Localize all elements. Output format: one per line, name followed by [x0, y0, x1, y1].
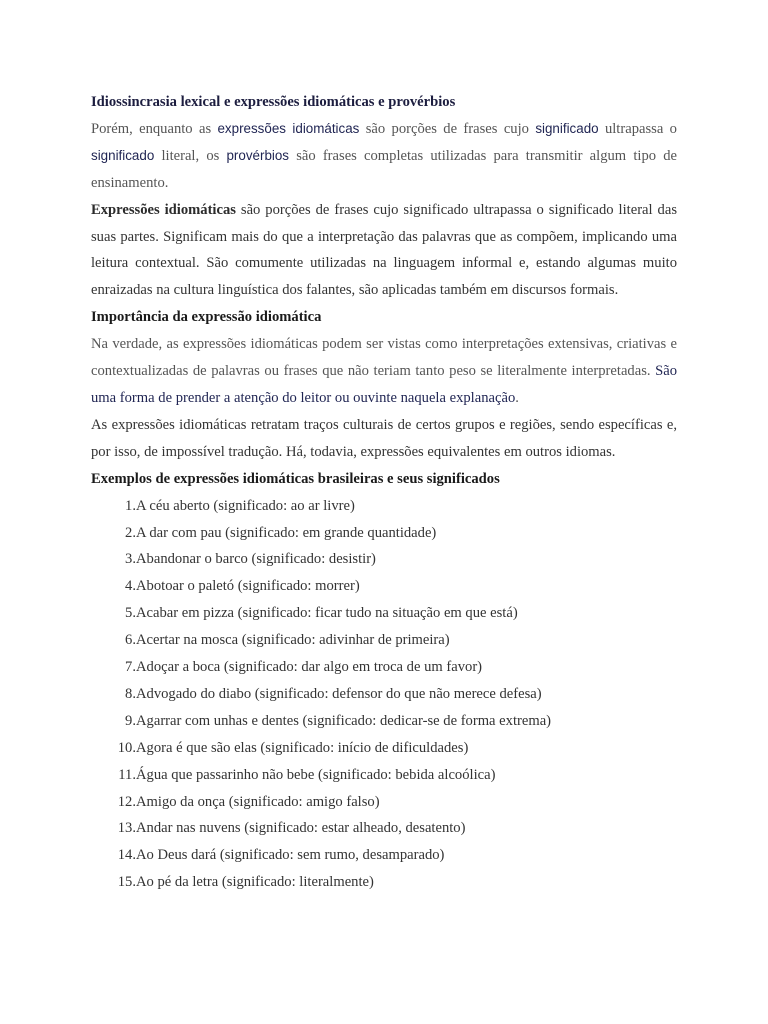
paragraph-culture: As expressões idiomáticas retratam traços culturais de certos grupos e regiões, sendo específicas e, por isso, de impossível tradução. Há, todavia, expressões equivalentes em outros idiomas.	[91, 416, 677, 460]
list-item-number: 11.	[118, 766, 136, 783]
section-heading-importancia: Importância da expressão idiomática	[91, 309, 322, 326]
list-item-number: 5.	[125, 605, 136, 622]
list-item-text: Abotoar o paletó (significado: morrer)	[136, 578, 360, 595]
list-item	[91, 869, 677, 896]
examples-list	[91, 493, 677, 897]
list-item	[91, 627, 677, 654]
list-item	[91, 762, 677, 789]
list-item	[91, 708, 677, 735]
list-item	[91, 546, 677, 573]
list-item	[91, 735, 677, 762]
text-segment: Na verdade, as expressões idiomáticas podem ser vistas como interpretações extensivas, criativas e contextualizadas de palavras ou frases que não teriam tanto peso se literalmente interpretadas.	[91, 336, 677, 380]
list-item-number: 13.	[117, 820, 136, 837]
link-atencao-leitor[interactable]: São uma forma de prender a atenção do leitor ou ouvinte naquela explanação	[91, 363, 677, 406]
list-item-number: 10.	[117, 739, 136, 756]
list-item	[91, 681, 677, 708]
list-item-text: Adoçar a boca (significado: dar algo em troca de um favor)	[136, 659, 483, 676]
text-segment: literal, os	[154, 147, 227, 164]
list-item-text: A céu aberto (significado: ao ar livre)	[136, 497, 355, 514]
text-segment: ultrapassa o	[598, 120, 677, 137]
list-item-number: 1.	[125, 497, 136, 514]
list-item-number: 9.	[125, 712, 136, 729]
list-item-number: 15.	[117, 874, 136, 891]
list-item-number: 6.	[125, 632, 136, 649]
document-page	[91, 89, 677, 896]
list-item-number: 7.	[125, 659, 136, 676]
list-item-number: 4.	[125, 578, 136, 595]
text-segment: são porções de frases cujo significado ultrapassa o significado literal das suas partes. Significam mais do que a interpretação das palavras que as compõem, implicando uma leitura contextual. São comumente utilizadas na linguagem informal e, estando algumas muito enraizadas na cultura linguística dos falantes, são aplicadas também em discursos formais.	[91, 201, 677, 299]
list-item-text: Andar nas nuvens (significado: estar alheado, desatento)	[136, 820, 466, 837]
list-item-text: Água que passarinho não bebe (significado: bebida alcoólica)	[136, 766, 496, 783]
list-item-number: 2.	[125, 524, 136, 541]
list-item	[91, 842, 677, 869]
page-title: Idiossincrasia lexical e expressões idiomáticas e provérbios	[91, 94, 456, 110]
text-segment: são porções de frases cujo	[359, 120, 536, 137]
list-item	[91, 573, 677, 600]
link-proverbios[interactable]: provérbios	[226, 147, 290, 163]
list-item-text: A dar com pau (significado: em grande quantidade)	[136, 524, 437, 541]
list-item-text: Acabar em pizza (significado: ficar tudo na situação em que está)	[136, 605, 518, 622]
list-item	[91, 654, 677, 681]
list-item-text: Acertar na mosca (significado: adivinhar de primeira)	[136, 632, 450, 649]
list-item	[91, 520, 677, 547]
paragraph-importance	[91, 331, 677, 412]
list-item-number: 3.	[125, 551, 136, 568]
list-item-text: Advogado do diabo (significado: defensor do que não merece defesa)	[136, 685, 542, 702]
list-item-text: Agarrar com unhas e dentes (significado: dedicar-se de forma extrema)	[136, 712, 552, 729]
bold-term: Expressões idiomáticas	[91, 201, 236, 218]
paragraph-definition	[91, 197, 677, 305]
list-item	[91, 493, 677, 520]
list-item	[91, 600, 677, 627]
list-item-text: Agora é que são elas (significado: início de dificuldades)	[136, 739, 469, 756]
link-significado[interactable]: significado	[535, 120, 599, 136]
link-significado-2[interactable]: significado	[91, 147, 155, 163]
list-item-text: Ao pé da letra (significado: literalmente)	[136, 874, 374, 891]
text-segment: .	[515, 389, 519, 406]
list-item-text: Amigo da onça (significado: amigo falso)	[136, 793, 380, 810]
list-item	[91, 789, 677, 816]
section-heading-exemplos: Exemplos de expressões idiomáticas brasileiras e seus significados	[91, 470, 500, 487]
text-segment: são frases completas utilizadas para transmitir algum tipo de ensinamento.	[91, 147, 677, 191]
list-item	[91, 815, 677, 842]
link-expressoes-idiomaticas[interactable]: expressões idiomáticas	[217, 120, 360, 136]
list-item-number: 8.	[125, 685, 136, 702]
list-item-number: 12.	[117, 793, 136, 810]
text-segment: Porém, enquanto as	[91, 120, 218, 137]
list-item-text: Ao Deus dará (significado: sem rumo, desamparado)	[136, 847, 445, 864]
list-item-number: 14.	[117, 847, 136, 864]
list-item-text: Abandonar o barco (significado: desistir)	[136, 551, 376, 568]
paragraph-intro	[91, 116, 677, 197]
